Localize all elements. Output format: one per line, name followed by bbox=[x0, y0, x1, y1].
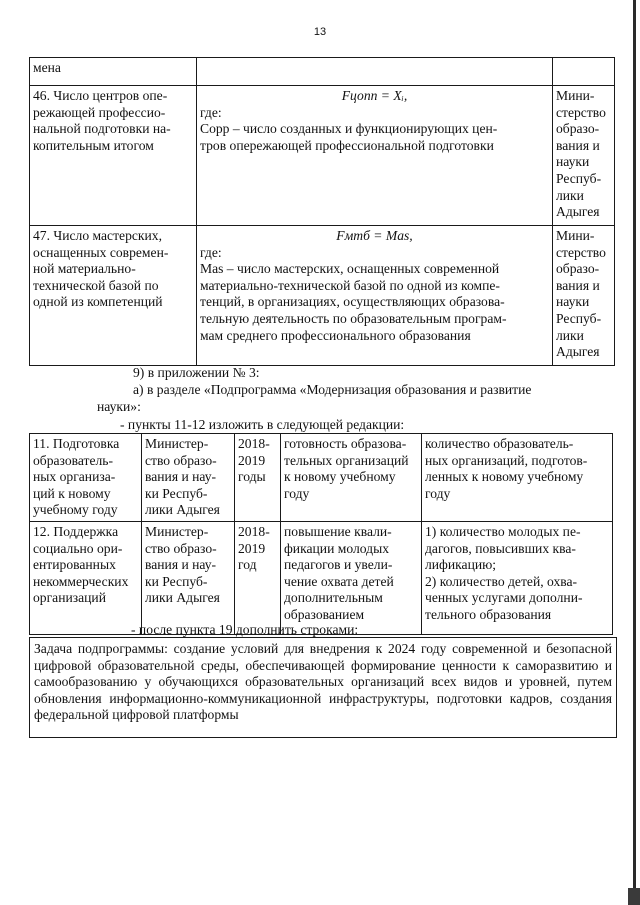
indicator-name-cell: мена bbox=[30, 58, 197, 86]
table-row bbox=[30, 226, 615, 366]
program-items-table bbox=[29, 433, 613, 635]
subprogram-task-box: Задача подпрограммы: создание условий для внедрения к 2024 году современной и безопасной цифровой образовательной среды, обеспечивающей формирование ценности к саморазвитию и самообразованию у обучающихся образовательных организаций всех видов и уровней, путем обновления информационно-коммуникационной инфраструктуры, подготовки кадров, создания федеральной цифровой платформы bbox=[29, 637, 617, 738]
item-name-cell: 12. Поддержка социально ори- ентированных некоммерческих организаций bbox=[30, 521, 142, 634]
table-row bbox=[30, 521, 613, 634]
indicator-name-cell: 47. Число мастерских, оснащенных современ- ной материально- технической базой по одной из компетенций bbox=[30, 226, 197, 366]
responsible-org-cell: Министер- ство образо- вания и нау- ки Респуб- лики Адыгея bbox=[142, 521, 235, 634]
formula-cell bbox=[197, 226, 553, 366]
table-row bbox=[30, 58, 615, 86]
paragraph-items-11-12: - пункты 11-12 изложить в следующей редакции: bbox=[120, 417, 405, 432]
paragraph-appendix-3: 9) в приложении № 3: bbox=[133, 365, 260, 380]
formula: Fмтб = Mas, bbox=[336, 228, 413, 243]
formula-description: где: Сорр – число созданных и функционирующих цен- тров опережающей профессиональной подготовки bbox=[200, 104, 498, 153]
responsible-org-cell: Мини- стерство образо- вания и науки Респуб- лики Адыгея bbox=[553, 86, 615, 226]
item-name-cell: 11. Подготовка образователь- ных организа- ций к новому учебному году bbox=[30, 434, 142, 522]
paragraph-after-item-19: - после пункта 19 дополнить строками: bbox=[131, 622, 359, 637]
responsible-org-cell: Министер- ство образо- вания и нау- ки Респуб- лики Адыгея bbox=[142, 434, 235, 522]
indicator-name-cell: 46. Число центров опе- режающей профессио- нальной подготовки на- копительным итогом bbox=[30, 86, 197, 226]
responsible-org-cell: Мини- стерство образо- вания и науки Респуб- лики Адыгея bbox=[553, 226, 615, 366]
indicator-cell: 1) количество молодых пе- дагогов, повысивших ква- лификацию; 2) количество детей, охва- ченных услугами дополни- тельного образования bbox=[422, 521, 613, 634]
table-row bbox=[30, 86, 615, 226]
formula: Fцопп = Xᵢ, bbox=[341, 88, 408, 103]
table-row bbox=[30, 434, 613, 522]
scan-edge-shadow bbox=[633, 0, 636, 905]
expected-result-cell: повышение квали- фикации молодых педагогов и увели- чение охвата детей дополнительным образованием bbox=[281, 521, 422, 634]
page-number: 13 bbox=[313, 26, 327, 38]
indicators-table bbox=[29, 57, 615, 366]
expected-result-cell: готовность образова- тельных организаций к новому учебному году bbox=[281, 434, 422, 522]
years-cell: 2018- 2019 год bbox=[235, 521, 281, 634]
paragraph-section-line2: науки»: bbox=[97, 399, 141, 414]
paragraph-section-line1: а) в разделе «Подпрограмма «Модернизация образования и развитие bbox=[133, 382, 532, 397]
formula-description: где: Mas – число мастерских, оснащенных современной материально-технической базой по одной из компе- тенций, в организациях, осуществляющих образова- тельную деятельность по образовательным програм- мам среднего профессионального образования bbox=[200, 244, 507, 343]
formula-cell bbox=[197, 58, 553, 86]
indicator-cell: количество образователь- ных организаций, подготов- ленных к новому учебному году bbox=[422, 434, 613, 522]
scan-corner-shadow bbox=[628, 888, 640, 905]
years-cell: 2018- 2019 годы bbox=[235, 434, 281, 522]
formula-cell bbox=[197, 86, 553, 226]
responsible-org-cell bbox=[553, 58, 615, 86]
